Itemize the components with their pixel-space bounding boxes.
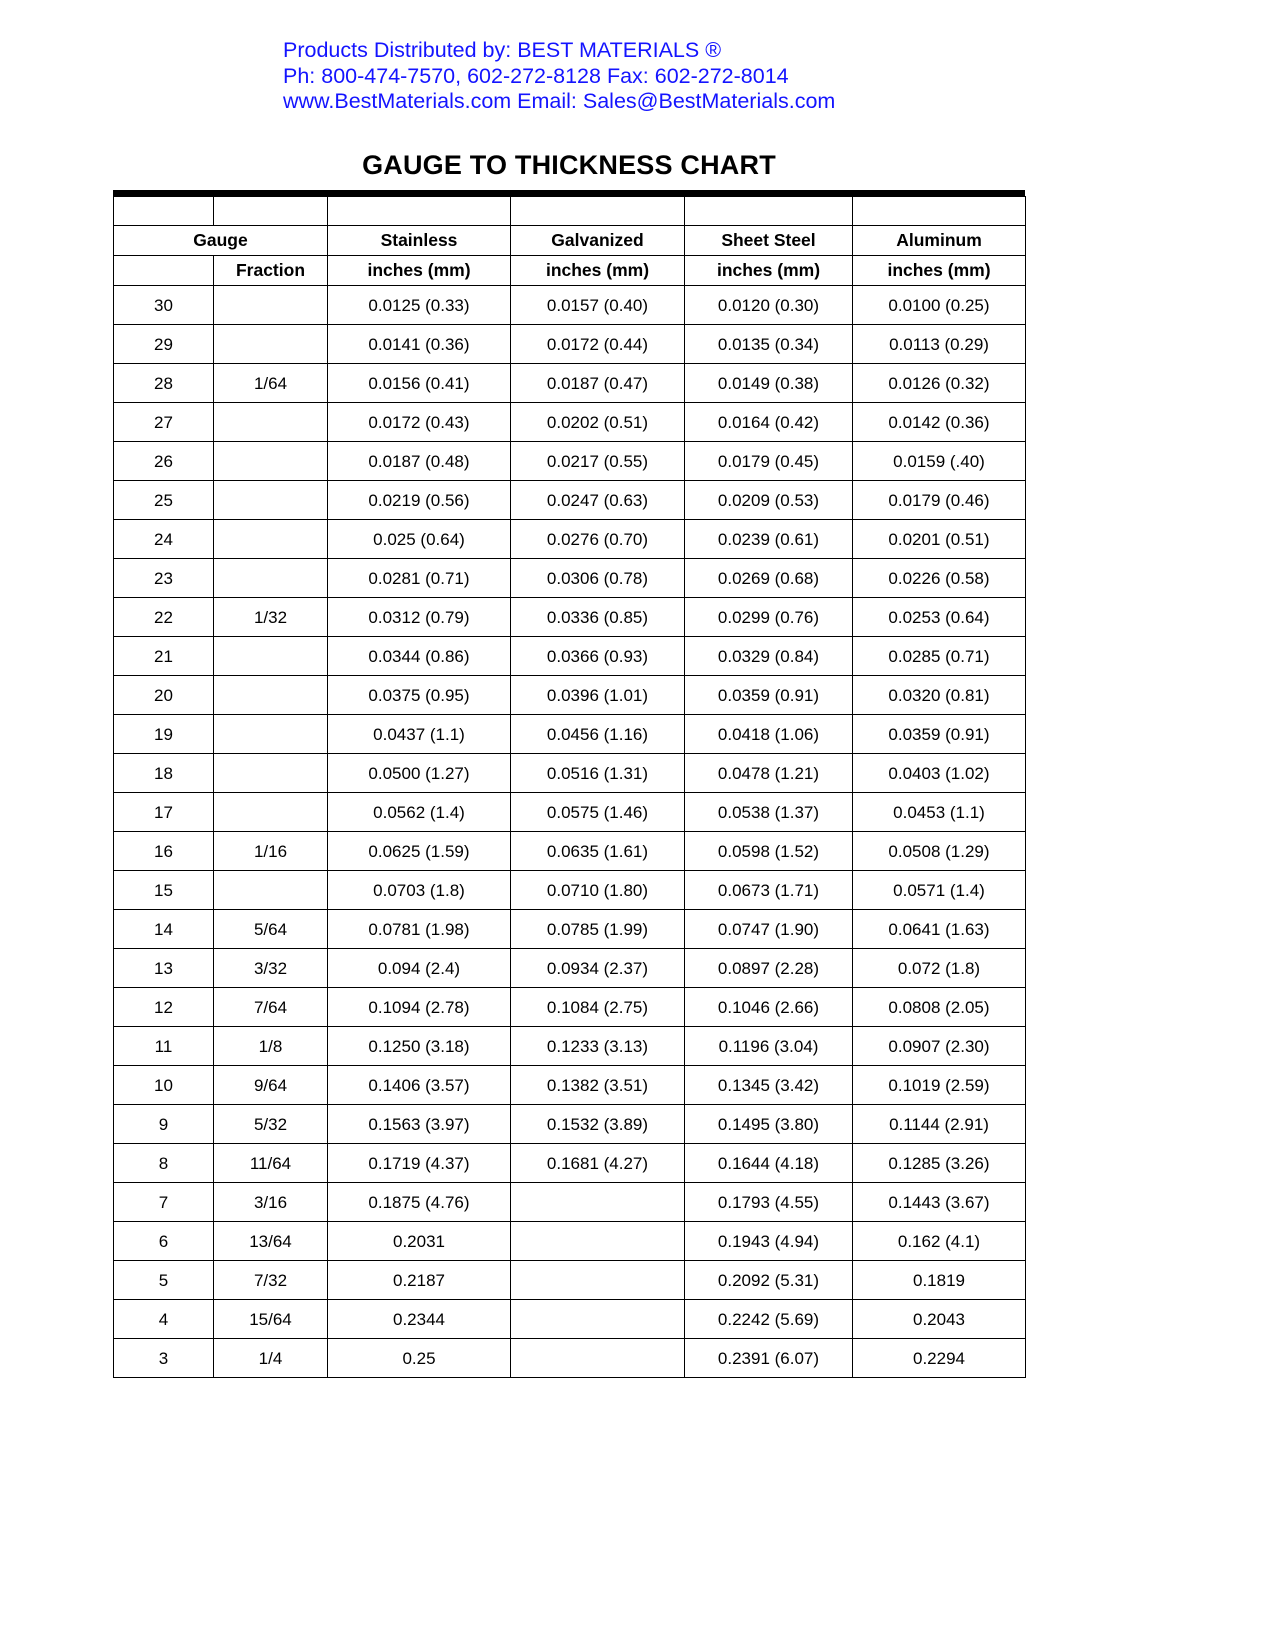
gauge-thickness-table-wrapper	[113, 190, 1025, 1378]
cell-sheet-steel: 0.0418 (1.06)	[685, 715, 853, 754]
table-row	[114, 1300, 1026, 1339]
cell-stainless: 0.0172 (0.43)	[328, 403, 511, 442]
table-row	[114, 520, 1026, 559]
spacer-cell	[685, 197, 853, 226]
cell-fraction: 9/64	[214, 1066, 328, 1105]
cell-aluminum: 0.0508 (1.29)	[853, 832, 1026, 871]
cell-sheet-steel: 0.0149 (0.38)	[685, 364, 853, 403]
cell-sheet-steel: 0.0598 (1.52)	[685, 832, 853, 871]
cell-gauge: 10	[114, 1066, 214, 1105]
cell-stainless: 0.0187 (0.48)	[328, 442, 511, 481]
cell-gauge: 28	[114, 364, 214, 403]
cell-aluminum: 0.0808 (2.05)	[853, 988, 1026, 1027]
column-header-galvanized: Galvanized	[511, 226, 685, 256]
cell-aluminum: 0.2043	[853, 1300, 1026, 1339]
cell-aluminum: 0.1019 (2.59)	[853, 1066, 1026, 1105]
cell-fraction	[214, 520, 328, 559]
table-row	[114, 832, 1026, 871]
cell-stainless: 0.1875 (4.76)	[328, 1183, 511, 1222]
column-header-gauge: Gauge	[114, 226, 328, 256]
table-row	[114, 949, 1026, 988]
table-row	[114, 1105, 1026, 1144]
cell-aluminum: 0.0159 (.40)	[853, 442, 1026, 481]
table-row	[114, 364, 1026, 403]
column-header-aluminum: Aluminum	[853, 226, 1026, 256]
cell-aluminum: 0.162 (4.1)	[853, 1222, 1026, 1261]
cell-aluminum: 0.1144 (2.91)	[853, 1105, 1026, 1144]
cell-fraction: 11/64	[214, 1144, 328, 1183]
cell-gauge: 25	[114, 481, 214, 520]
cell-sheet-steel: 0.1196 (3.04)	[685, 1027, 853, 1066]
cell-sheet-steel: 0.0120 (0.30)	[685, 286, 853, 325]
cell-gauge: 27	[114, 403, 214, 442]
cell-aluminum: 0.1285 (3.26)	[853, 1144, 1026, 1183]
distributor-line-1: Products Distributed by: BEST MATERIALS ®	[283, 38, 722, 62]
cell-galvanized: 0.1681 (4.27)	[511, 1144, 685, 1183]
unit-header-fraction: Fraction	[214, 256, 328, 286]
table-row	[114, 598, 1026, 637]
cell-stainless: 0.25	[328, 1339, 511, 1378]
distributor-line-3: www.BestMaterials.com Email: Sales@BestMaterials.com	[283, 89, 836, 113]
table-row	[114, 1183, 1026, 1222]
cell-galvanized: 0.0396 (1.01)	[511, 676, 685, 715]
table-spacer-row	[114, 197, 1026, 226]
cell-gauge: 4	[114, 1300, 214, 1339]
page-title: GAUGE TO THICKNESS CHART	[362, 150, 776, 180]
cell-stainless: 0.2344	[328, 1300, 511, 1339]
cell-galvanized: 0.0934 (2.37)	[511, 949, 685, 988]
table-row	[114, 676, 1026, 715]
cell-aluminum: 0.0285 (0.71)	[853, 637, 1026, 676]
spacer-cell	[853, 197, 1026, 226]
cell-galvanized: 0.0172 (0.44)	[511, 325, 685, 364]
cell-galvanized: 0.0306 (0.78)	[511, 559, 685, 598]
table-row	[114, 442, 1026, 481]
cell-sheet-steel: 0.0209 (0.53)	[685, 481, 853, 520]
cell-stainless: 0.0281 (0.71)	[328, 559, 511, 598]
table-row	[114, 754, 1026, 793]
cell-sheet-steel: 0.0673 (1.71)	[685, 871, 853, 910]
cell-gauge: 7	[114, 1183, 214, 1222]
cell-sheet-steel: 0.2092 (5.31)	[685, 1261, 853, 1300]
cell-stainless: 0.0500 (1.27)	[328, 754, 511, 793]
cell-aluminum: 0.0142 (0.36)	[853, 403, 1026, 442]
cell-fraction	[214, 286, 328, 325]
cell-stainless: 0.0703 (1.8)	[328, 871, 511, 910]
cell-galvanized: 0.0336 (0.85)	[511, 598, 685, 637]
cell-aluminum: 0.0100 (0.25)	[853, 286, 1026, 325]
table-row	[114, 715, 1026, 754]
table-row	[114, 793, 1026, 832]
cell-galvanized: 0.0456 (1.16)	[511, 715, 685, 754]
cell-fraction: 1/4	[214, 1339, 328, 1378]
cell-fraction: 7/32	[214, 1261, 328, 1300]
cell-stainless: 0.0219 (0.56)	[328, 481, 511, 520]
cell-sheet-steel: 0.1345 (3.42)	[685, 1066, 853, 1105]
cell-stainless: 0.1094 (2.78)	[328, 988, 511, 1027]
cell-sheet-steel: 0.0747 (1.90)	[685, 910, 853, 949]
cell-sheet-steel: 0.0897 (2.28)	[685, 949, 853, 988]
cell-aluminum: 0.0359 (0.91)	[853, 715, 1026, 754]
cell-galvanized: 0.0710 (1.80)	[511, 871, 685, 910]
cell-sheet-steel: 0.1793 (4.55)	[685, 1183, 853, 1222]
spacer-cell	[114, 197, 214, 226]
cell-fraction	[214, 481, 328, 520]
cell-fraction: 1/64	[214, 364, 328, 403]
unit-header-stainless-units: inches (mm)	[328, 256, 511, 286]
unit-header-aluminum-units: inches (mm)	[853, 256, 1026, 286]
cell-sheet-steel: 0.1046 (2.66)	[685, 988, 853, 1027]
cell-aluminum: 0.0907 (2.30)	[853, 1027, 1026, 1066]
cell-galvanized: 0.0516 (1.31)	[511, 754, 685, 793]
cell-sheet-steel: 0.0164 (0.42)	[685, 403, 853, 442]
cell-stainless: 0.0125 (0.33)	[328, 286, 511, 325]
table-row	[114, 286, 1026, 325]
cell-aluminum: 0.0226 (0.58)	[853, 559, 1026, 598]
cell-sheet-steel: 0.0179 (0.45)	[685, 442, 853, 481]
cell-aluminum: 0.1443 (3.67)	[853, 1183, 1026, 1222]
table-row	[114, 1144, 1026, 1183]
spacer-cell	[328, 197, 511, 226]
cell-stainless: 0.0375 (0.95)	[328, 676, 511, 715]
cell-fraction: 5/32	[214, 1105, 328, 1144]
cell-aluminum: 0.0320 (0.81)	[853, 676, 1026, 715]
cell-galvanized	[511, 1300, 685, 1339]
cell-aluminum: 0.0113 (0.29)	[853, 325, 1026, 364]
distributor-line-2: Ph: 800-474-7570, 602-272-8128 Fax: 602-272-8014	[283, 63, 789, 88]
cell-galvanized: 0.1532 (3.89)	[511, 1105, 685, 1144]
cell-gauge: 30	[114, 286, 214, 325]
cell-galvanized: 0.0276 (0.70)	[511, 520, 685, 559]
gauge-thickness-table	[113, 196, 1026, 1378]
cell-aluminum: 0.072 (1.8)	[853, 949, 1026, 988]
cell-fraction: 3/32	[214, 949, 328, 988]
cell-gauge: 21	[114, 637, 214, 676]
cell-gauge: 11	[114, 1027, 214, 1066]
table-row	[114, 871, 1026, 910]
cell-fraction	[214, 715, 328, 754]
cell-gauge: 23	[114, 559, 214, 598]
table-row	[114, 1222, 1026, 1261]
cell-aluminum: 0.0571 (1.4)	[853, 871, 1026, 910]
table-row	[114, 403, 1026, 442]
cell-sheet-steel: 0.2242 (5.69)	[685, 1300, 853, 1339]
cell-aluminum: 0.0253 (0.64)	[853, 598, 1026, 637]
table-row	[114, 910, 1026, 949]
spacer-cell	[511, 197, 685, 226]
cell-fraction: 13/64	[214, 1222, 328, 1261]
cell-galvanized: 0.0247 (0.63)	[511, 481, 685, 520]
cell-galvanized: 0.0575 (1.46)	[511, 793, 685, 832]
cell-galvanized: 0.0217 (0.55)	[511, 442, 685, 481]
cell-stainless: 0.094 (2.4)	[328, 949, 511, 988]
cell-sheet-steel: 0.0478 (1.21)	[685, 754, 853, 793]
cell-sheet-steel: 0.0299 (0.76)	[685, 598, 853, 637]
cell-galvanized	[511, 1261, 685, 1300]
cell-gauge: 17	[114, 793, 214, 832]
table-row	[114, 988, 1026, 1027]
table-row	[114, 1339, 1026, 1378]
cell-gauge: 5	[114, 1261, 214, 1300]
cell-galvanized	[511, 1339, 685, 1378]
cell-fraction: 7/64	[214, 988, 328, 1027]
unit-header-galvanized-units: inches (mm)	[511, 256, 685, 286]
cell-stainless: 0.025 (0.64)	[328, 520, 511, 559]
cell-gauge: 22	[114, 598, 214, 637]
cell-gauge: 18	[114, 754, 214, 793]
cell-fraction	[214, 676, 328, 715]
cell-gauge: 9	[114, 1105, 214, 1144]
distributor-header	[283, 38, 835, 115]
table-row	[114, 481, 1026, 520]
cell-stainless: 0.1250 (3.18)	[328, 1027, 511, 1066]
cell-galvanized: 0.0366 (0.93)	[511, 637, 685, 676]
cell-fraction	[214, 637, 328, 676]
cell-aluminum: 0.0453 (1.1)	[853, 793, 1026, 832]
cell-gauge: 26	[114, 442, 214, 481]
table-unit-header-row	[114, 256, 1026, 286]
cell-aluminum: 0.0179 (0.46)	[853, 481, 1026, 520]
cell-galvanized	[511, 1222, 685, 1261]
cell-aluminum: 0.1819	[853, 1261, 1026, 1300]
spacer-cell	[214, 197, 328, 226]
table-row	[114, 325, 1026, 364]
cell-sheet-steel: 0.0269 (0.68)	[685, 559, 853, 598]
cell-fraction: 15/64	[214, 1300, 328, 1339]
cell-stainless: 0.0625 (1.59)	[328, 832, 511, 871]
cell-fraction: 5/64	[214, 910, 328, 949]
cell-stainless: 0.0344 (0.86)	[328, 637, 511, 676]
cell-stainless: 0.0562 (1.4)	[328, 793, 511, 832]
column-header-sheet-steel: Sheet Steel	[685, 226, 853, 256]
cell-stainless: 0.0781 (1.98)	[328, 910, 511, 949]
table-group-header-row	[114, 226, 1026, 256]
cell-sheet-steel: 0.0538 (1.37)	[685, 793, 853, 832]
table-row	[114, 559, 1026, 598]
cell-gauge: 16	[114, 832, 214, 871]
cell-galvanized: 0.1233 (3.13)	[511, 1027, 685, 1066]
cell-aluminum: 0.0403 (1.02)	[853, 754, 1026, 793]
cell-galvanized: 0.0785 (1.99)	[511, 910, 685, 949]
cell-galvanized: 0.0635 (1.61)	[511, 832, 685, 871]
cell-fraction: 3/16	[214, 1183, 328, 1222]
cell-gauge: 15	[114, 871, 214, 910]
cell-stainless: 0.1563 (3.97)	[328, 1105, 511, 1144]
cell-galvanized: 0.0187 (0.47)	[511, 364, 685, 403]
cell-gauge: 14	[114, 910, 214, 949]
cell-stainless: 0.0312 (0.79)	[328, 598, 511, 637]
cell-fraction: 1/32	[214, 598, 328, 637]
cell-fraction	[214, 559, 328, 598]
cell-gauge: 8	[114, 1144, 214, 1183]
cell-gauge: 12	[114, 988, 214, 1027]
cell-aluminum: 0.0201 (0.51)	[853, 520, 1026, 559]
unit-header-gauge	[114, 256, 214, 286]
cell-stainless: 0.2187	[328, 1261, 511, 1300]
cell-stainless: 0.0156 (0.41)	[328, 364, 511, 403]
cell-galvanized: 0.1382 (3.51)	[511, 1066, 685, 1105]
cell-sheet-steel: 0.2391 (6.07)	[685, 1339, 853, 1378]
cell-fraction	[214, 325, 328, 364]
cell-galvanized: 0.0202 (0.51)	[511, 403, 685, 442]
cell-fraction: 1/16	[214, 832, 328, 871]
cell-fraction: 1/8	[214, 1027, 328, 1066]
cell-aluminum: 0.2294	[853, 1339, 1026, 1378]
cell-galvanized: 0.0157 (0.40)	[511, 286, 685, 325]
cell-stainless: 0.2031	[328, 1222, 511, 1261]
cell-stainless: 0.1406 (3.57)	[328, 1066, 511, 1105]
cell-fraction	[214, 403, 328, 442]
cell-sheet-steel: 0.0329 (0.84)	[685, 637, 853, 676]
cell-sheet-steel: 0.0135 (0.34)	[685, 325, 853, 364]
cell-fraction	[214, 442, 328, 481]
cell-aluminum: 0.0126 (0.32)	[853, 364, 1026, 403]
table-row	[114, 1261, 1026, 1300]
cell-gauge: 13	[114, 949, 214, 988]
column-header-stainless: Stainless	[328, 226, 511, 256]
cell-stainless: 0.0437 (1.1)	[328, 715, 511, 754]
cell-gauge: 6	[114, 1222, 214, 1261]
cell-fraction	[214, 793, 328, 832]
cell-sheet-steel: 0.0239 (0.61)	[685, 520, 853, 559]
cell-galvanized: 0.1084 (2.75)	[511, 988, 685, 1027]
cell-aluminum: 0.0641 (1.63)	[853, 910, 1026, 949]
table-row	[114, 1066, 1026, 1105]
cell-sheet-steel: 0.1495 (3.80)	[685, 1105, 853, 1144]
cell-gauge: 24	[114, 520, 214, 559]
cell-sheet-steel: 0.1943 (4.94)	[685, 1222, 853, 1261]
table-row	[114, 637, 1026, 676]
table-row	[114, 1027, 1026, 1066]
unit-header-sheet-steel-units: inches (mm)	[685, 256, 853, 286]
cell-fraction	[214, 871, 328, 910]
cell-gauge: 19	[114, 715, 214, 754]
cell-sheet-steel: 0.0359 (0.91)	[685, 676, 853, 715]
cell-gauge: 3	[114, 1339, 214, 1378]
cell-gauge: 20	[114, 676, 214, 715]
cell-stainless: 0.1719 (4.37)	[328, 1144, 511, 1183]
cell-fraction	[214, 754, 328, 793]
cell-galvanized	[511, 1183, 685, 1222]
cell-sheet-steel: 0.1644 (4.18)	[685, 1144, 853, 1183]
cell-stainless: 0.0141 (0.36)	[328, 325, 511, 364]
cell-gauge: 29	[114, 325, 214, 364]
